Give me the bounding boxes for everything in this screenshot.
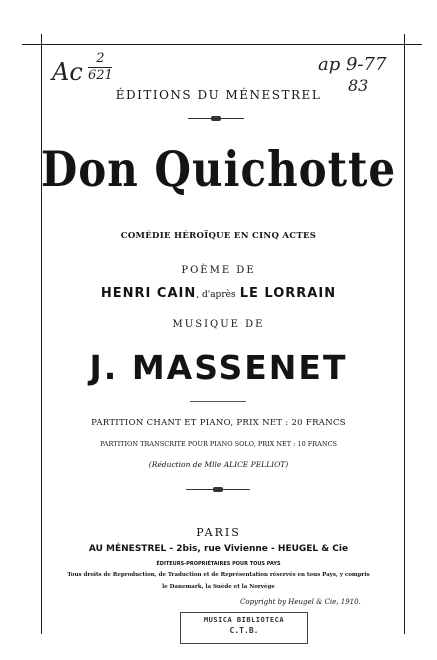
library-stamp [180,612,308,644]
ornament-divider-lower [186,489,250,490]
author-henri-cain: HENRI CAIN [100,286,197,301]
stamp-line2: C.T.B. [229,626,259,635]
composer-underline [190,401,246,402]
publisher-header: ÉDITIONS DU MÉNESTREL [115,88,322,102]
handwritten-note-right-top: ap 9-77 [318,54,387,75]
imprint-copyright: Copyright by Heugel & Cie, 1910. [240,598,361,606]
handwritten-fraction-left [88,52,113,83]
author-le-lorrain: LE LORRAIN [239,286,337,301]
page-title: Don Quichotte [40,141,397,198]
subtitle: COMÉDIE HÉROÏQUE EN CINQ ACTES [120,231,317,241]
imprint-proprietors: ÉDITEURS-PROPRIÉTAIRES POUR TOUS PAYS [156,561,281,567]
musique-de-label: MUSIQUE DE [172,319,265,330]
handwritten-note-left: Ac [52,58,83,86]
imprint-address: AU MÉNESTREL - 2bis, rue Vivienne - HEUGEL & Cie [88,544,349,554]
imprint-rights-line1: Tous droits de Reproduction, de Traduction et de Représentation réservés en tous Pays, y compris [67,572,370,578]
handwritten-note-right-bottom: 83 [348,76,369,95]
stamp-line1: MUSICA BIBLIOTECA [203,616,285,624]
edition-piano-solo: PARTITION TRANSCRITE POUR PIANO SOLO, PRIX NET : 10 FRANCS [100,440,337,448]
top-border-line [22,44,422,45]
poeme-de-label: POÈME DE [181,265,256,276]
composer-name: J. MASSENET [89,348,348,387]
ornament-divider [188,118,244,119]
handwritten-fraction-numerator: 2 [96,51,105,66]
imprint-city: PARIS [196,526,241,539]
handwritten-fraction-denominator: 621 [88,68,113,83]
authors-line [0,286,437,301]
author-separator: , d'après [196,290,236,300]
edition-chant-piano: PARTITION CHANT ET PIANO, PRIX NET : 20 FRANCS [91,418,346,428]
reduction-credit: (Réduction de Mlle ALICE PELLIOT) [148,460,289,469]
imprint-rights-line2: le Danemark, la Suède et la Norvège [162,584,275,590]
